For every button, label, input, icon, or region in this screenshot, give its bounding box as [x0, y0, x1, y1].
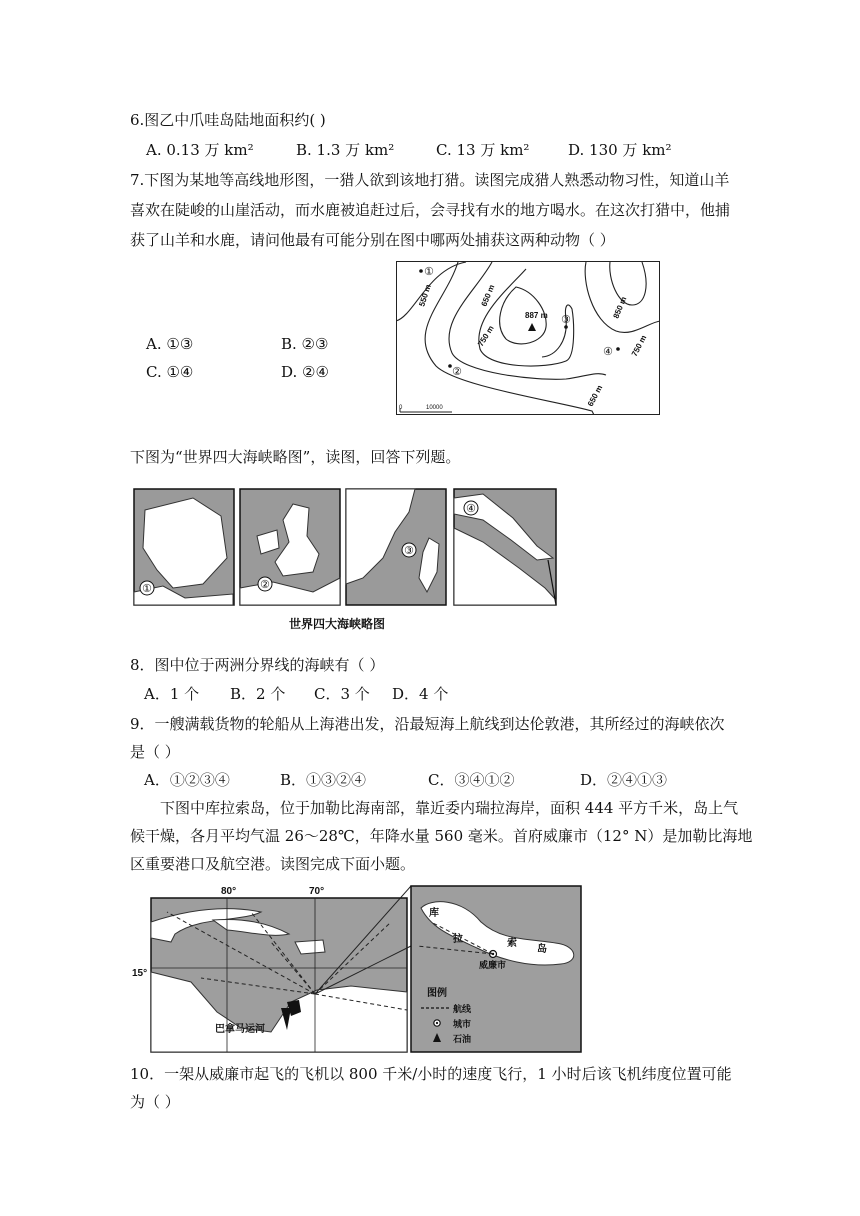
straits-intro: 下图为“世界四大海峡略图”，读图，回答下列题。: [130, 448, 461, 466]
marker-1: ①: [424, 266, 434, 278]
straits-figure: [133, 488, 557, 634]
island-char-1: 库: [429, 908, 439, 919]
contour-label-850: 850 m: [611, 295, 629, 320]
q9-line-2: 是（ ）: [130, 743, 180, 761]
strait-marker-1: ①: [142, 583, 152, 595]
q9-option-c: C．③④①②: [428, 771, 515, 789]
strait-marker-2: ②: [260, 579, 270, 591]
marker-3: ③: [561, 314, 571, 326]
island-char-2: 拉: [453, 934, 463, 945]
lon-label-70: 70°: [309, 886, 325, 897]
strait-marker-4: ④: [466, 503, 476, 515]
strait-panel-2: [240, 489, 340, 605]
q10-line-2: 为（ ）: [130, 1093, 180, 1111]
q7-option-d: D. ②④: [281, 363, 329, 381]
svg-text:10000: 10000: [426, 405, 443, 411]
island-char-4: 岛: [537, 944, 547, 955]
q8-stem: 8．图中位于两洲分界线的海峡有（ ）: [130, 656, 385, 674]
peak-elevation: 887 m: [525, 311, 548, 320]
straits-caption: 世界四大海峡略图: [289, 617, 386, 631]
panama-canal-label: 巴拿马运河: [215, 1024, 265, 1035]
q9-option-a: A．①②③④: [144, 771, 230, 789]
q8-option-c: C．3 个: [314, 685, 370, 703]
q8-option-d: D．4 个: [392, 685, 449, 703]
legend-route: 航线: [453, 1004, 472, 1014]
contour-label-650-bottom: 650 m: [585, 383, 605, 408]
strait-marker-3: ③: [404, 545, 414, 557]
legend-city: 城市: [453, 1019, 472, 1029]
marker-2: ②: [452, 366, 462, 378]
strait-panel-1: [134, 489, 234, 605]
q7-line-1: 7.下图为某地等高线地形图，一猎人欲到该地打猎。读图完成猎人熟悉动物习性，知道山羊: [130, 171, 730, 189]
q6-option-a: A. 0.13 万 km²: [146, 141, 254, 159]
curacao-intro-line-2: 候干燥，各月平均气温 26～28℃，年降水量 560 毫米。首府威廉市（12° N）是加勒比海地: [130, 827, 753, 845]
q7-line-3: 获了山羊和水鹿，请问他最有可能分别在图中哪两处捕获这两种动物（ ）: [130, 231, 615, 249]
contour-map: [396, 261, 660, 415]
q10-line-1: 10．一架从威廉市起飞的飞机以 800 千米/小时的速度飞行，1 小时后该飞机纬度位置可能: [130, 1065, 732, 1083]
marker-4: ④: [603, 346, 613, 358]
city-label: 威廉市: [479, 960, 507, 970]
q9-line-1: 9．一艘满载货物的轮船从上海港出发，沿最短海上航线到达伦敦港，其所经过的海峡依次: [130, 715, 725, 733]
svg-text:0: 0: [399, 405, 403, 411]
legend-title: 图例: [427, 988, 447, 999]
contour-label-750-right: 750 m: [629, 333, 649, 358]
q6-option-d: D. 130 万 km²: [568, 141, 672, 159]
q6-stem: 6.图乙中爪哇岛陆地面积约( ): [130, 111, 326, 129]
lon-label-80: 80°: [221, 886, 237, 897]
curacao-intro-line-1: 下图中库拉索岛，位于加勒比海南部，靠近委内瑞拉海岸，面积 444 平方千米，岛上气: [160, 799, 739, 817]
q8-option-b: B．2 个: [230, 685, 286, 703]
q6-option-b: B. 1.3 万 km²: [296, 141, 395, 159]
q7-option-c: C. ①④: [146, 363, 194, 381]
q7-option-a: A. ①③: [146, 335, 194, 353]
lat-label-15: 15°: [132, 968, 148, 979]
curacao-intro-line-3: 区重要港口及航空港。读图完成下面小题。: [130, 855, 416, 873]
q9-option-d: D．②④①③: [580, 771, 668, 789]
q7-option-b: B. ②③: [281, 335, 329, 353]
island-char-3: 索: [507, 938, 517, 949]
contour-label-750-left: 750 m: [476, 324, 496, 349]
strait-panel-3: [346, 489, 446, 605]
contour-label-650-top: 650 m: [479, 283, 497, 308]
q8-option-a: A．1 个: [144, 685, 200, 703]
caribbean-map: [131, 882, 583, 1054]
q7-line-2: 喜欢在陡峻的山崖活动，而水鹿被追赶过后，会寻找有水的地方喝水。在这次打猎中，他捕: [130, 201, 731, 219]
strait-panel-4: [454, 489, 556, 605]
q9-option-b: B．①③②④: [280, 771, 367, 789]
q6-option-c: C. 13 万 km²: [436, 141, 530, 159]
contour-label-550: 550 m: [417, 283, 433, 308]
legend-oil: 石油: [453, 1034, 472, 1044]
